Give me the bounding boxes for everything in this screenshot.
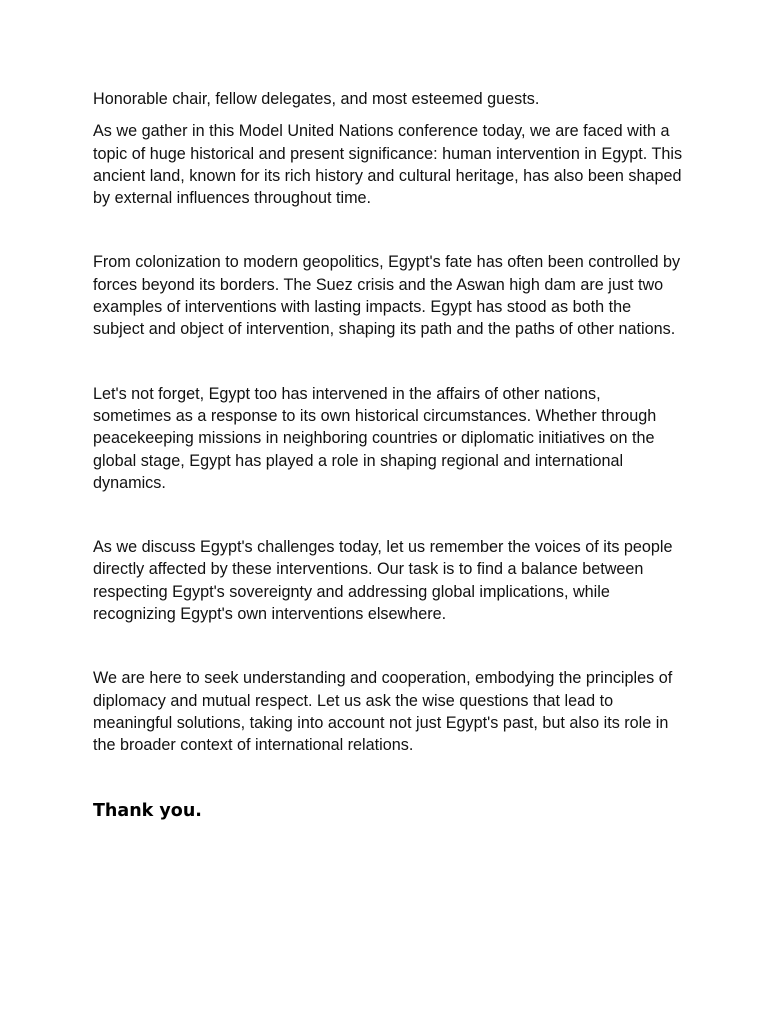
closing-line: Thank you. [93, 800, 202, 821]
greeting-line: Honorable chair, fellow delegates, and most esteemed guests. [93, 90, 540, 108]
paragraph-challenges: As we discuss Egypt's challenges today, let us remember the voices of its people directly affected by these interventions. Our task is to find a balance between respecting Egypt's sovereignty and addressing global implications, while recognizing Egypt's own interventions elsewhere. [93, 538, 673, 624]
paragraph-intro: As we gather in this Model United Nations conference today, we are faced with a topic of huge historical and present significance: human intervention in Egypt. This ancient land, known for its rich history and cultural heritage, has also been shaped by external influences throughout time. [93, 122, 683, 208]
paragraph-egypt-interventions: Let's not forget, Egypt too has intervened in the affairs of other nations, sometimes as a response to its own historical circumstances. Whether through peacekeeping missions in neighboring countries or diplomatic initiatives on the global stage, Egypt has played a role in shaping regional and international dynamics. [93, 384, 657, 492]
speech-body [93, 88, 683, 823]
paragraph-cooperation: We are here to seek understanding and cooperation, embodying the principles of diplomacy and mutual respect. Let us ask the wise questions that lead to meaningful solutions, taking into account not just Egypt's past, but also its role in the broader context of international relations. [93, 669, 673, 755]
paragraph-history: From colonization to modern geopolitics, Egypt's fate has often been controlled by forces beyond its borders. The Suez crisis and the Aswan high dam are just two examples of interventions with lasting impacts. Egypt has stood as both the subject and object of intervention, shaping its path and the paths of other nations. [93, 253, 681, 339]
